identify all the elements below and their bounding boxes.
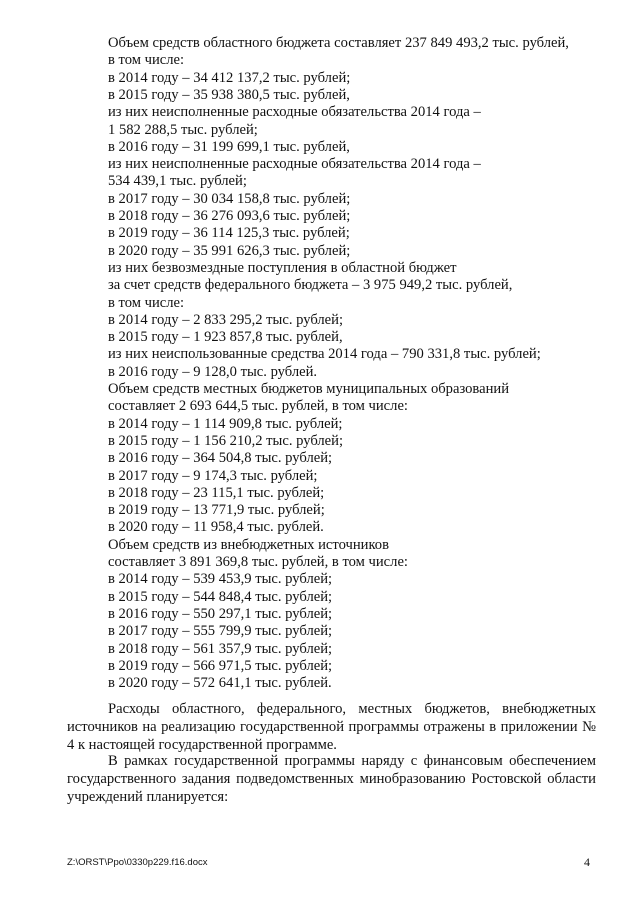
paragraph-expenses: Расходы областного, федерального, местных бюджетов, внебюджетных источников на реализацию государственной программы отражены в приложении № 4 к настоящей государственной программе. (67, 701, 596, 753)
budget-line: в 2015 году – 1 156 210,2 тыс. рублей; (108, 432, 344, 449)
budget-line: Объем средств местных бюджетов муниципальных образований (108, 381, 510, 397)
budget-line: в 2014 году – 34 412 137,2 тыс. рублей; (108, 69, 351, 86)
budget-line: в 2018 году – 561 357,9 тыс. рублей; (108, 640, 333, 657)
budget-line: в 2020 году – 35 991 626,3 тыс. рублей; (108, 242, 351, 259)
budget-line: из них безвозмездные поступления в областной бюджет (108, 259, 457, 276)
budget-line: за счет средств федерального бюджета – 3 975 949,2 тыс. рублей, (108, 277, 513, 294)
budget-line: в 2014 году – 1 114 909,8 тыс. рублей; (108, 415, 343, 432)
budget-line: в 2019 году – 36 114 125,3 тыс. рублей; (108, 225, 350, 242)
budget-line: из них неисполненные расходные обязательства 2014 года – (108, 156, 481, 173)
budget-line: в 2015 году – 544 848,4 тыс. рублей; (108, 588, 333, 605)
budget-line: в 2016 году – 9 128,0 тыс. рублей. (108, 363, 318, 380)
budget-line: в 2016 году – 31 199 699,1 тыс. рублей, (108, 138, 350, 155)
budget-line: составляет 2 693 644,5 тыс. рублей, в том числе: (108, 398, 408, 415)
budget-line: в 2018 году – 23 115,1 тыс. рублей; (108, 484, 325, 501)
budget-line: из них неисполненные расходные обязательства 2014 года – (108, 104, 481, 121)
footer-file-path: Z:\ORST\Ppo\0330p229.f16.docx (67, 857, 208, 868)
budget-line: в 2016 году – 550 297,1 тыс. рублей; (108, 605, 333, 622)
budget-line: из них неиспользованные средства 2014 года – 790 331,8 тыс. рублей; (108, 346, 541, 363)
budget-line: 534 439,1 тыс. рублей; (108, 173, 247, 190)
budget-line: в 2020 году – 11 958,4 тыс. рублей. (108, 519, 324, 536)
budget-line: в 2015 году – 35 938 380,5 тыс. рублей, (108, 86, 350, 103)
budget-line: составляет 3 891 369,8 тыс. рублей, в том числе: (108, 554, 408, 570)
budget-line: в 2014 году – 2 833 295,2 тыс. рублей; (108, 311, 344, 328)
footer-page-number: 4 (584, 855, 590, 869)
budget-line: в 2019 году – 566 971,5 тыс. рублей; (108, 657, 333, 674)
budget-line: в 2014 году – 539 453,9 тыс. рублей; (108, 571, 333, 588)
paragraph-program-scope: В рамках государственной программы наряду с финансовым обеспечением государственного задания подведомственных минобразованию Ростовской области учреждений планируется: (67, 753, 596, 805)
budget-line: в том числе: (108, 52, 185, 69)
budget-line: в 2018 году – 36 276 093,6 тыс. рублей; (108, 208, 351, 224)
budget-line: в 2017 году – 9 174,3 тыс. рублей; (108, 467, 318, 484)
budget-line: в 2017 году – 30 034 158,8 тыс. рублей; (108, 190, 351, 207)
budget-line: в 2015 году – 1 923 857,8 тыс. рублей, (108, 329, 343, 346)
budget-line: в том числе: (108, 294, 185, 311)
budget-line: Объем средств областного бюджета составляет 237 849 493,2 тыс. рублей, (108, 35, 569, 51)
budget-line: в 2020 году – 572 641,1 тыс. рублей. (108, 675, 332, 692)
budget-line: в 2019 году – 13 771,9 тыс. рублей; (108, 502, 325, 519)
budget-line: Объем средств из внебюджетных источников (108, 536, 389, 553)
budget-line: 1 582 288,5 тыс. рублей; (108, 121, 258, 138)
budget-line: в 2016 году – 364 504,8 тыс. рублей; (108, 450, 333, 467)
budget-line: в 2017 году – 555 799,9 тыс. рублей; (108, 623, 333, 640)
